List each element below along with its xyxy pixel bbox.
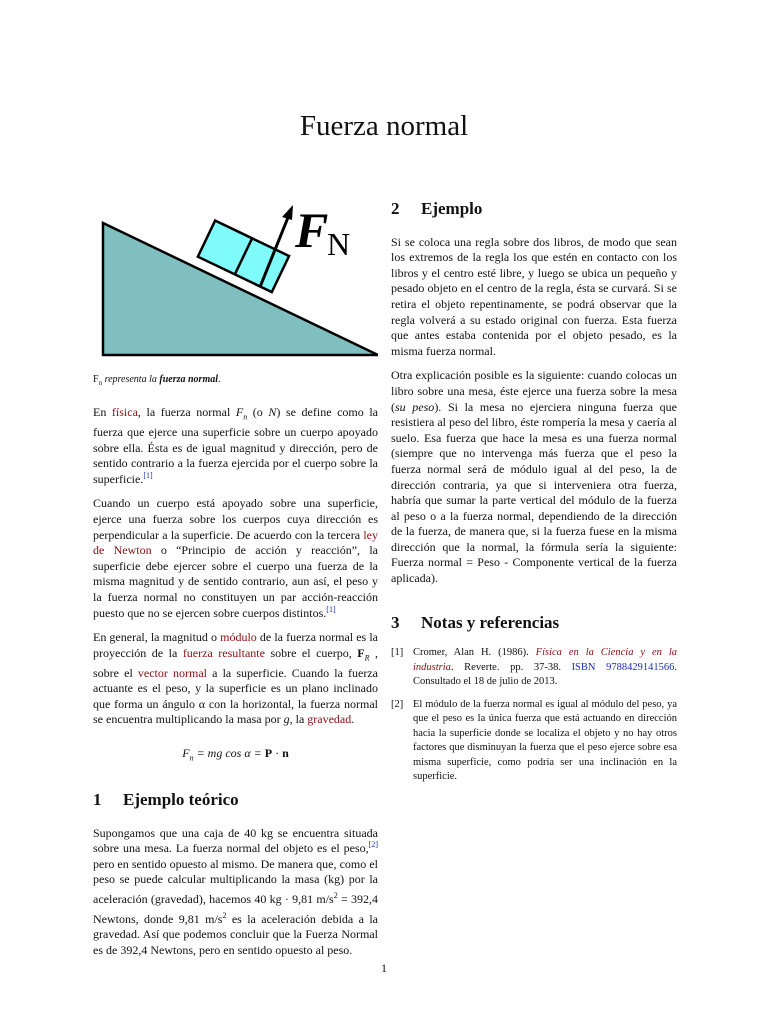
section-2-paragraph-2: Otra explicación posible es la siguiente: cuando colocas un libro sobre una mesa, éste ejerce una fuerza sobre la mesa (su peso). Si la mesa no ejerciera ninguna fuerza que resistiera al peso del libro, éste rompería la mesa y caería al suelo. Esa fuerza que hace la mesa es una fuerza normal (siempre que no intervenga más fuerza que el peso la fuerza normal será de módulo igual al del peso, la de dirección contraria, ya que si interveniera otra fuerza, habría que sumar la parte vertical del módulo de la fuerza al peso o a la fuerza normal, dependiendo de la dirección de la fuerza, de manera que, si la fuerza fuese en la misma dirección que la normal, la fórmula sería la siguiente: Fuerza normal = Peso - Componente vertical de la fuerza aplicada).: [391, 368, 677, 586]
fn-label-n: N: [327, 226, 351, 262]
intro-paragraph-3: En general, la magnitud o módulo de la fuerza normal es la proyección de la fuerza resultante sobre el cuerpo, $F_R$ , sobre el vector normal a la superficie. Cuando la fuerza actuante es el peso, y la superficie es un plano inclinado que forma un ángulo α con la horizontal, la fuerza normal se encuentra multiplicando la masa por g, la gravedad.: [93, 630, 379, 727]
fn-label-f: F: [295, 202, 329, 258]
section-2-paragraph-1: Si se coloca una regla sobre dos libros, de modo que sean los extremos de la regla los que estén en contacto con los libros y el centro esté libre, y luego se ubica un pequeño y pesado objeto en el centro de la regla, ésta se curvará. Si se retira el objeto repentinamente, se podrá observar que la regla volverá a su estado original con fuerza. Esta fuerza que antes estaba contenida por el objeto pesado, es la misma fuerza normal.: [391, 234, 677, 358]
link-fisica[interactable]: física: [111, 405, 138, 419]
reference-1: [1] Cromer, Alan H. (1986). Física en la Ciencia y en la industria. Reverte. pp. 37-38. ISBN 9788429141566. Consultado el 18 de julio de 2013.: [391, 647, 677, 688]
intro-paragraph-2: Cuando un cuerpo está apoyado sobre una superficie, ejerce una fuerza sobre los cuerpos cuya dirección es perpendicular a la superficie. De acuerdo con la tercera ley de Newton o “Principio de acción y reacción”, la superficie debe ejercer sobre el cuerpo una fuerza de la misma magnitud y de sentido contrario, aun así, el peso y la fuerza normal no constituyen un par acción-reacción puesto que no se ejercen sobre cuerpos distintos.[1]: [93, 496, 378, 620]
citation-1[interactable]: [1]: [143, 470, 153, 480]
link-isbn[interactable]: ISBN 9788429141566: [571, 661, 675, 673]
link-modulo[interactable]: módulo: [220, 630, 257, 645]
page-number: 1: [381, 961, 387, 975]
link-vector-normal[interactable]: vector normal: [137, 665, 208, 680]
link-reference-book[interactable]: Física en la Ciencia y en la industria: [413, 647, 677, 673]
citation-1b[interactable]: [1]: [326, 604, 336, 614]
inclined-plane-diagram: [93, 195, 378, 370]
link-ley-de-newton[interactable]: ley de Newton: [93, 527, 378, 558]
section-1-heading: 1 Ejemplo teórico: [93, 790, 239, 810]
right-column: [391, 195, 677, 793]
figure-caption: $F_n$ representa la fuerza normal.: [93, 374, 221, 387]
link-fuerza-resultante[interactable]: fuerza resultante: [182, 645, 265, 660]
section-3-heading: 3 Notas y referencias: [391, 612, 560, 632]
citation-2[interactable]: [2]: [368, 840, 378, 850]
section-1-paragraph: Supongamos que una caja de 40 kg se encuentra situada sobre una mesa. La fuerza normal del objeto es el peso,[2] pero en sentido opuesto al mismo. De manera que, como el peso se puede calcular multiplicando la masa (kg) por la aceleración (gravedad), hacemos 40 kg · 9,81 $m/s^2 = 392,4$ Newtons, donde 9,81 $m/s^2$ es la aceleración debida a la gravedad. Así que podemos concluir que la Fuerza Normal es de 392,4 Newtons, pero en sentido opuesto al peso.: [93, 825, 379, 957]
section-2-heading: 2 Ejemplo: [391, 199, 483, 218]
page-title: Fuerza normal: [299, 110, 469, 142]
reference-2: [2] El módulo de la fuerza normal es igual al módulo del peso, ya que el peso es la única fuerza que está actuando en dirección hacia la superficie donde se localiza el objeto y no hay otros factores que disminuyan la fuerza que el peso ejerce sobre esa misma superficie, como podría ser una inclinación en la superficie.: [391, 698, 677, 783]
incline-figure: [93, 195, 378, 370]
left-column: [93, 405, 378, 967]
intro-paragraph-1: En física, la fuerza normal $F_n$ (o N) se define como la fuerza que ejerce una superficie sobre un cuerpo apoyado sobre ella. Ésta es de igual magnitud y dirección, pero de sentido contrario a la fuerza ejercida por el cuerpo sobre la superficie.[1]: [93, 405, 379, 486]
link-gravedad[interactable]: gravedad: [307, 712, 352, 727]
normal-arrow-head: [282, 205, 293, 220]
normal-force-formula: $F_n$ = mg cos α = P · n: [182, 746, 289, 763]
